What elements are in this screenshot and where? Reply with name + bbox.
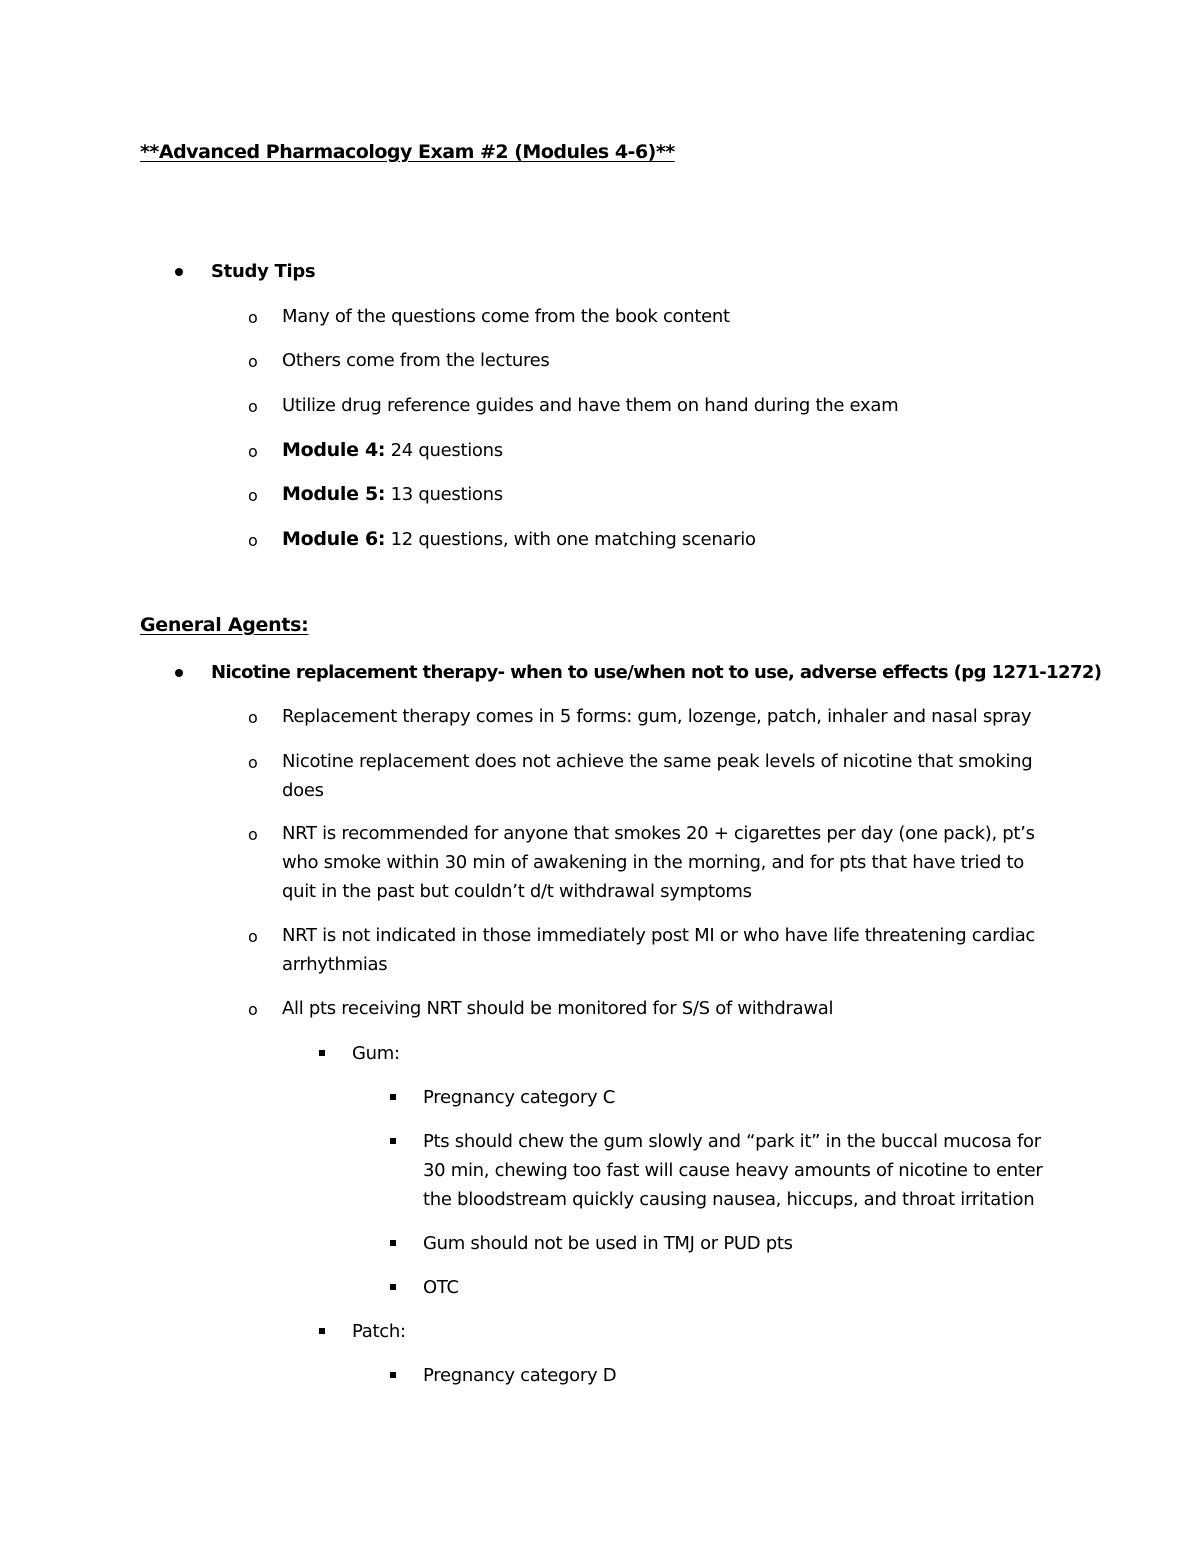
bullet-square (390, 1372, 396, 1378)
module-item (282, 525, 756, 554)
gum-item: Gum should not be used in TMJ or PUD pts (423, 1233, 793, 1254)
bullet-square (390, 1240, 396, 1246)
module-text: 13 questions (385, 484, 503, 505)
study-tip-item: Utilize drug reference guides and have them on hand during the exam (282, 395, 899, 416)
module-label: Module 6: (282, 528, 386, 550)
nrt-label: Nicotine replacement therapy- when to use/when not to use, adverse effects (pg 1271-1272) (211, 662, 1102, 683)
patch-item: Pregnancy category D (423, 1365, 617, 1386)
module-item (282, 436, 503, 465)
bullet-circle: o (248, 708, 258, 727)
nrt-item: NRT is recommended for anyone that smokes 20 + cigarettes per day (one pack), pt’s who smoke within 30 min of awakening in the morning, and for pts that have tried to quit in the past but couldn’t d/t withdrawal symptoms (282, 823, 1035, 902)
module-text: 12 questions, with one matching scenario (385, 529, 756, 550)
bullet-disc (175, 669, 183, 677)
bullet-circle: o (248, 531, 258, 550)
bullet-circle: o (248, 927, 258, 946)
nrt-item: Nicotine replacement does not achieve the same peak levels of nicotine that smoking does (282, 751, 1033, 801)
bullet-square (319, 1050, 325, 1056)
bullet-circle: o (248, 486, 258, 505)
bullet-circle: o (248, 1000, 258, 1019)
gum-item: Pts should chew the gum slowly and “park it” in the buccal mucosa for 30 min, chewing too fast will cause heavy amounts of nicotine to enter the bloodstream quickly causing nausea, hiccups, and throat irritation (423, 1131, 1043, 1210)
bullet-square (390, 1138, 396, 1144)
bullet-square (390, 1284, 396, 1290)
gum-label: Gum: (352, 1043, 400, 1064)
bullet-square (390, 1094, 396, 1100)
nrt-item: All pts receiving NRT should be monitored for S/S of withdrawal (282, 998, 834, 1019)
nrt-item: NRT is not indicated in those immediately post MI or who have life threatening cardiac arrhythmias (282, 925, 1036, 975)
gum-item: OTC (423, 1277, 459, 1298)
module-label: Module 4: (282, 439, 386, 461)
study-tip-item: Many of the questions come from the book content (282, 306, 730, 327)
gum-item: Pregnancy category C (423, 1087, 616, 1108)
bullet-circle: o (248, 352, 258, 371)
bullet-circle: o (248, 442, 258, 461)
bullet-square (319, 1328, 325, 1334)
nrt-item: Replacement therapy comes in 5 forms: gum, lozenge, patch, inhaler and nasal spray (282, 706, 1032, 727)
section-heading: General Agents: (140, 614, 309, 636)
module-label: Module 5: (282, 483, 386, 505)
patch-label: Patch: (352, 1321, 406, 1342)
module-item (282, 480, 503, 509)
study-tips-label: Study Tips (211, 261, 316, 282)
module-text: 24 questions (385, 440, 503, 461)
bullet-disc (175, 268, 183, 276)
study-tip-item: Others come from the lectures (282, 350, 550, 371)
bullet-circle: o (248, 308, 258, 327)
bullet-circle: o (248, 397, 258, 416)
bullet-circle: o (248, 825, 258, 844)
document-title: **Advanced Pharmacology Exam #2 (Modules 4-6)** (140, 141, 675, 163)
bullet-circle: o (248, 753, 258, 772)
